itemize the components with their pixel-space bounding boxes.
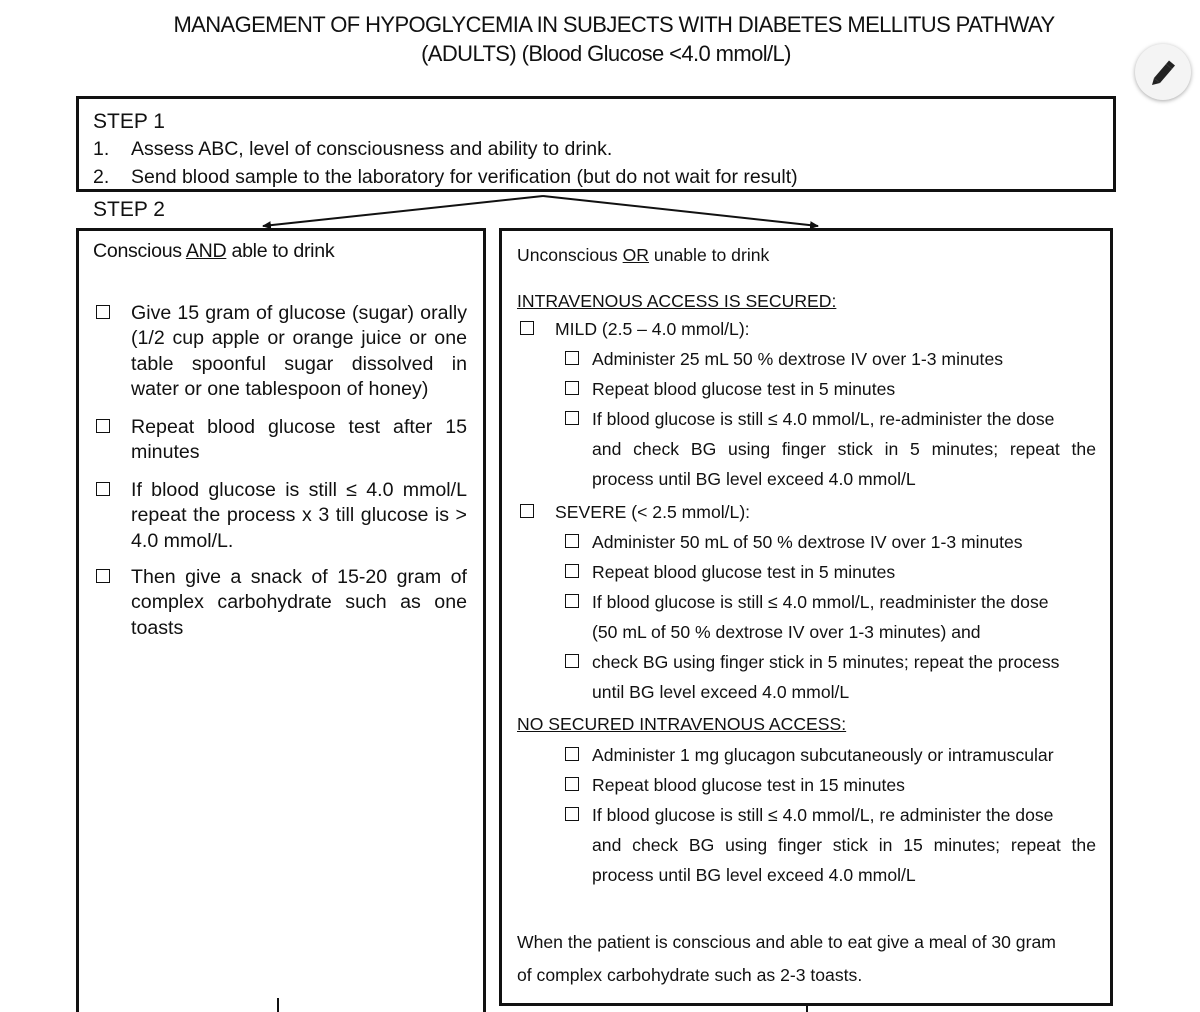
mild-item-3-line-1: If blood glucose is still ≤ 4.0 mmol/L, re-administer the dose (592, 409, 1055, 429)
left-item-3: If blood glucose is still ≤ 4.0 mmol/L repeat the process x 3 till glucose is > 4.0 mmol/L. (131, 479, 467, 552)
mild-item-3-line-2: and check BG using finger stick in 5 minutes; repeat the (592, 439, 1096, 459)
step-1-heading: STEP 1 (93, 110, 165, 133)
step-1-item-1: 1. Assess ABC, level of consciousness and ability to drink. (93, 138, 613, 160)
no-iv-item-3-line-1: If blood glucose is still ≤ 4.0 mmol/L, re administer the dose (592, 805, 1054, 825)
severe-item-4-line-2: until BG level exceed 4.0 mmol/L (592, 682, 850, 702)
no-iv-item-3-line-3: process until BG level exceed 4.0 mmol/L (592, 865, 916, 885)
checkbox[interactable] (565, 594, 579, 608)
checkbox[interactable] (96, 569, 110, 583)
arrow-left (263, 196, 543, 226)
left-item-4: Then give a snack of 15-20 gram of complex carbohydrate such as one toasts (131, 566, 467, 639)
checkbox[interactable] (565, 747, 579, 761)
severe-item-4-line-1: check BG using finger stick in 5 minutes; repeat the process (592, 652, 1060, 672)
checkbox[interactable] (565, 654, 579, 668)
checkbox[interactable] (520, 321, 534, 335)
no-iv-item-2: Repeat blood glucose test in 15 minutes (592, 775, 905, 795)
conscious-heading: Conscious AND able to drink (93, 240, 335, 262)
left-item-2: Repeat blood glucose test after 15 minutes (131, 416, 467, 464)
left-item-1: Give 15 gram of glucose (sugar) orally (1/2 cup apple or orange juice or one table spoonful sugar dissolved in water or one tablespoon of honey) (131, 302, 467, 401)
severe-item-3-line-1: If blood glucose is still ≤ 4.0 mmol/L, readminister the dose (592, 592, 1049, 612)
arrow-right (543, 196, 818, 226)
checkbox[interactable] (565, 807, 579, 821)
mild-item-3-line-3: process until BG level exceed 4.0 mmol/L (592, 469, 916, 489)
severe-item-2: Repeat blood glucose test in 5 minutes (592, 562, 896, 582)
checkbox[interactable] (565, 381, 579, 395)
connector-stub-left (277, 998, 279, 1012)
mild-item-1: Administer 25 mL 50 % dextrose IV over 1-3 minutes (592, 349, 1004, 369)
connector-stub-right (806, 1004, 808, 1012)
checkbox[interactable] (520, 504, 534, 518)
page-title-line-1: MANAGEMENT OF HYPOGLYCEMIA IN SUBJECTS WITH DIABETES MELLITUS PATHWAY (173, 12, 1055, 37)
checkbox[interactable] (96, 482, 110, 496)
checkbox[interactable] (565, 351, 579, 365)
checkbox[interactable] (565, 534, 579, 548)
no-iv-heading: NO SECURED INTRAVENOUS ACCESS: (517, 714, 847, 734)
unconscious-box (499, 228, 1113, 1006)
footer-note-line-2: of complex carbohydrate such as 2-3 toasts. (517, 965, 863, 985)
unconscious-heading: Unconscious OR unable to drink (517, 245, 770, 265)
no-iv-item-3-line-2: and check BG using finger stick in 15 minutes; repeat the (592, 835, 1096, 855)
checkbox[interactable] (96, 305, 110, 319)
footer-note-line-1: When the patient is conscious and able to eat give a meal of 30 gram (517, 932, 1056, 952)
severe-item-1: Administer 50 mL of 50 % dextrose IV over 1-3 minutes (592, 532, 1023, 552)
severe-item-3-line-2: (50 mL of 50 % dextrose IV over 1-3 minutes) and (592, 622, 981, 642)
mild-label: MILD (2.5 – 4.0 mmol/L): (555, 319, 750, 339)
iv-secured-heading: INTRAVENOUS ACCESS IS SECURED: (517, 291, 837, 311)
mild-item-2: Repeat blood glucose test in 5 minutes (592, 379, 896, 399)
no-iv-item-1: Administer 1 mg glucagon subcutaneously or intramuscular (592, 745, 1054, 765)
step-1-item-2: 2. Send blood sample to the laboratory for verification (but do not wait for result) (93, 166, 798, 188)
checkbox[interactable] (96, 419, 110, 433)
checkbox[interactable] (565, 564, 579, 578)
severe-label: SEVERE (< 2.5 mmol/L): (555, 502, 751, 522)
step-2-heading: STEP 2 (93, 198, 165, 221)
checkbox[interactable] (565, 411, 579, 425)
page-title-line-2: (ADULTS) (Blood Glucose <4.0 mmol/L) (421, 41, 791, 66)
checkbox[interactable] (565, 777, 579, 791)
